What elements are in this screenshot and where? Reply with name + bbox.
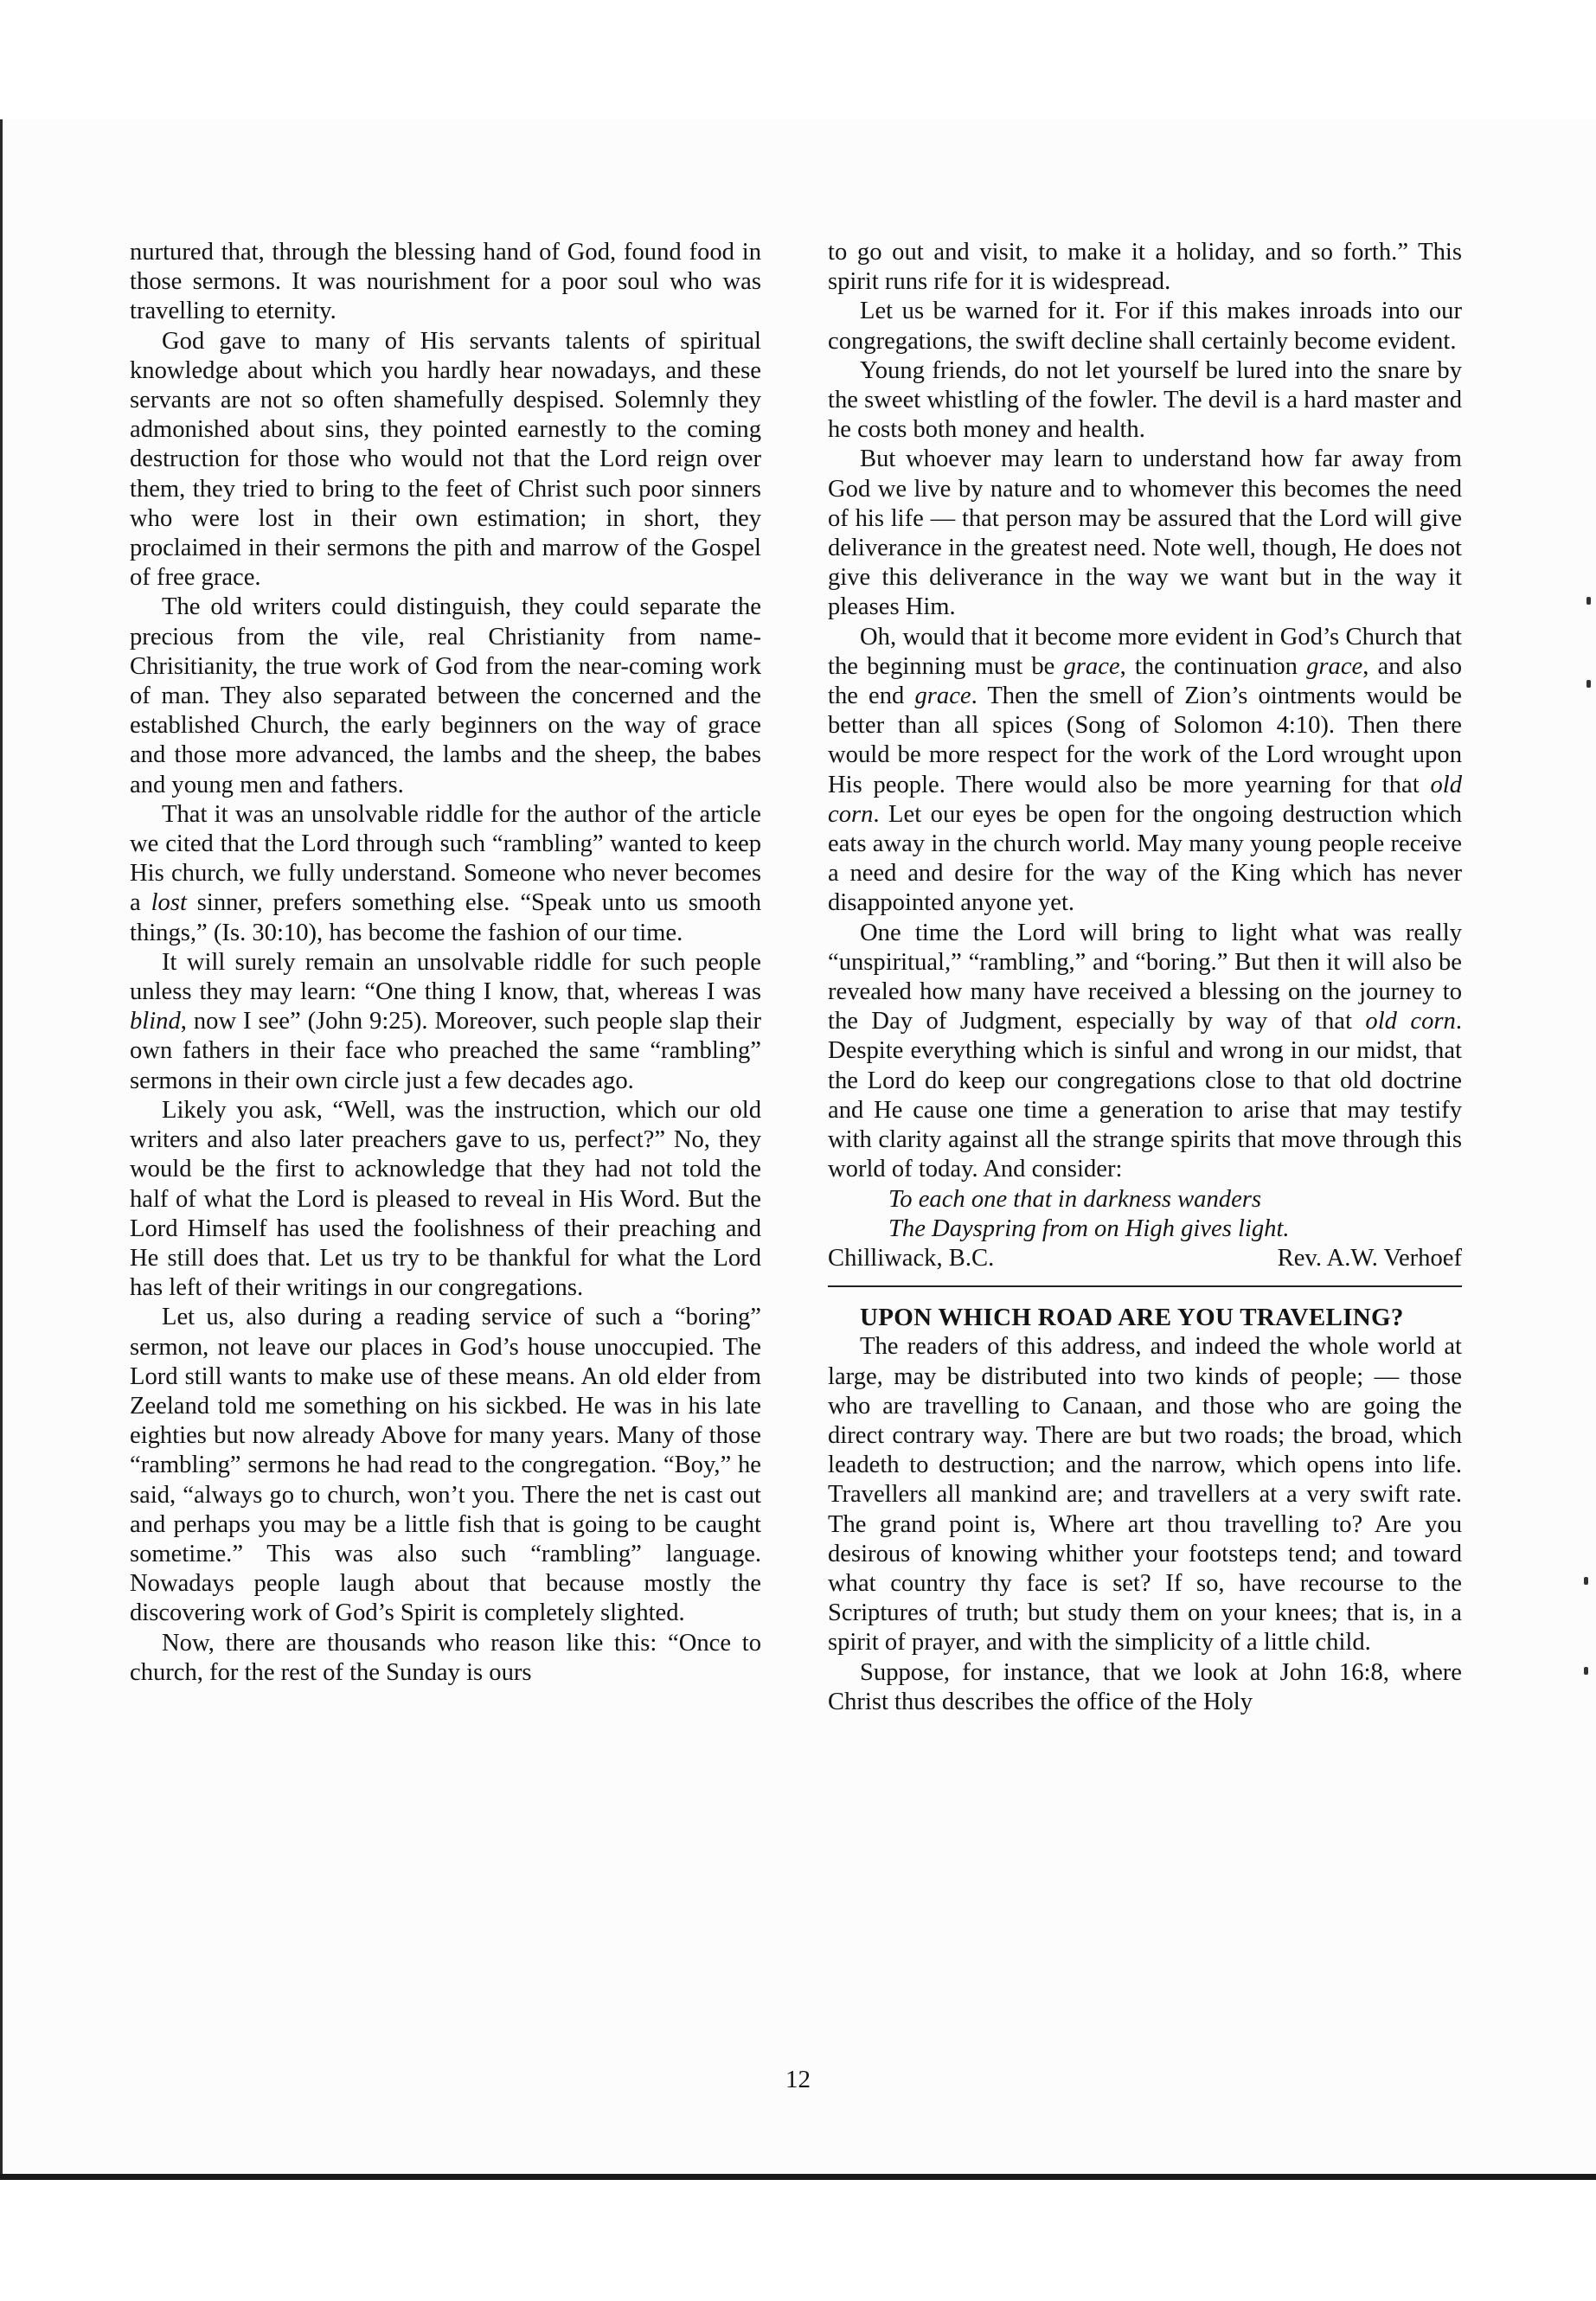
paragraph [130,1629,761,1688]
paragraph [130,593,761,799]
paragraph [828,1332,1462,1657]
text-run: , and also the end [828,652,1462,710]
left-column-text [130,238,761,1688]
top-margin [0,0,1596,119]
text-run: Let us, also during a reading service of such a “boring” sermon, not leave our places in God’s house unoccupied. The Lord still wants to make use of these means. An old elder from Zeeland told me something on his sickbed. He was in his late eighties but now already Above for many years. Many of those “rambling” sermons he had read to the congregation. “Boy,” he said, “always go to church, won’t you. There the net is cast out and perhaps you may be a little fish that is going to be caught sometime.” This was also such “rambling” language. Nowadays people laugh about that because mostly the discovering work of God’s Spirit is completely slighted. [130,1304,761,1627]
text-run: . Let our eyes be open for the ongoing destruction which eats away in the church world. May many young people receive a need and desire for the way of the King which has never disappointed anyone yet. [828,800,1462,917]
text-run: One time the Lord will bring to light what was really “unspiritual,” “rambling,” and “boring.” But then it will also be revealed how many have received a blessing on the journey to the Day of Judgment, especially by way of that [828,919,1462,1035]
scan-mark [1586,680,1591,688]
scan-mark [1586,597,1591,605]
text-run: nurtured that, through the blessing hand of God, found food in those sermons. It was nourishment for a poor soul who was travelling to eternity. [130,239,761,325]
paragraph [828,238,1462,297]
paragraph [130,800,761,948]
scan-mark [1584,1667,1588,1675]
italic-text: grace [914,683,971,710]
text-run: Young friends, do not let yourself be lured into the snare by the sweet whistling of the fowler. The devil is a hard master and he costs both money and health. [828,356,1462,444]
text-run: It will surely remain an unsolvable riddle for such people unless they may learn: “One thing I know, that, whereas I was [130,948,761,1006]
paragraph [130,1303,761,1628]
page-number: 12 [785,2066,811,2093]
text-run: , now I see” (John 9:25). Moreover, such people slap their own fathers in their face who preached the same “rambling” sermons in their own circle just a few decades ago. [130,1008,761,1094]
paragraph [130,327,761,593]
right-column [828,238,1462,1717]
signature-author: Rev. A.W. Verhoef [1277,1244,1462,1272]
text-run: But whoever may learn to understand how far away from God we live by nature and to whomever this becomes the need of his life — that person may be assured that the Lord will give deliverance in the greatest need. Note well, though, He does not give this deliverance in the way we want but in the way it pleases Him. [828,445,1462,621]
section-divider [828,1285,1462,1287]
poem-quote [828,1185,1462,1244]
text-run: Oh, would that it become more evident in God’s Church that the beginning must be [828,623,1462,680]
section-text [828,1332,1462,1717]
paragraph [828,356,1462,445]
paragraph [828,297,1462,356]
italic-text: blind [130,1008,181,1035]
text-run: The readers of this address, and indeed the whole world at large, may be distributed into two kinds of people; — those who are travelling to Canaan, and those who are going the direct contrary way. There are but two roads; the broad, which leadeth to destruction; and the narrow, which opens into life. Travellers all mankind are; and travellers at a very swift rate. The grand point is, Where art thou travelling to? Are you desirous of knowing whither your footsteps tend; and toward what country thy face is set? If so, have recourse to the Scriptures of truth; but study them on your knees; that is, in a spirit of prayer, and with the simplicity of a little child. [828,1333,1462,1657]
signature-line [828,1244,1462,1273]
text-run: Let us be warned for it. For if this makes inroads into our congregations, the swift decline shall certainly become evident. [828,298,1462,355]
right-column-text [828,238,1462,1185]
text-run: , the continuation [1119,652,1307,680]
italic-text: old corn [1365,1008,1456,1035]
italic-text: grace [1306,652,1363,680]
text-run: sinner, prefers something else. “Speak unto us smooth things,” (Is. 30:10), has become the fashion of our time. [130,889,761,946]
paragraph [828,919,1462,1185]
left-column [130,238,761,1688]
poem-line: The Dayspring from on High gives light. [888,1215,1290,1242]
text-run: Now, there are thousands who reason like this: “Once to church, for the rest of the Sunday is ours [130,1629,761,1686]
paragraph [130,1096,761,1303]
bottom-edge-rule [0,2174,1596,2180]
text-run: . Despite everything which is sinful and wrong in our midst, that the Lord do keep our congregations close to that old doctrine and He cause one time a generation to arise that may testify with clarity against all the strange spirits that move through this world of today. And consider: [828,1008,1462,1183]
scan-mark [1584,1577,1588,1585]
text-run: The old writers could distinguish, they could separate the precious from the vile, real Christianity from name-Chrisitianity, the true work of God from the near-coming work of man. They also separated between the concerned and the established Church, the early beginners on the way of grace and those more advanced, the lambs and the sheep, the babes and young men and fathers. [130,593,761,798]
italic-text: grace [1063,652,1120,680]
section-heading: UPON WHICH ROAD ARE YOU TRAVELING? [860,1304,1404,1332]
paragraph [130,948,761,1096]
paragraph [828,445,1462,622]
signature-place: Chilliwack, B.C. [828,1244,995,1272]
paragraph [828,1658,1462,1717]
text-run: . Then the smell of Zion’s ointments would be better than all spices (Song of Solomon 4:10). Then there would be more respect for the work of the Lord wrought upon His people. There would also be more yearning for that [828,683,1462,798]
poem-line: To each one that in darkness wanders [888,1185,1262,1213]
paragraph [828,623,1462,919]
text-run: to go out and visit, to make it a holiday, and so forth.” This spirit runs rife for it is widespread. [828,239,1462,296]
text-run: That it was an unsolvable riddle for the author of the article we cited that the Lord through such “rambling” wanted to keep His church, we fully understand. Someone who never becomes a [130,800,761,917]
text-run: Likely you ask, “Well, was the instruction, which our old writers and also later preachers gave to us, perfect?” No, they would be the first to acknowledge that they had not told the half of what the Lord is pleased to reveal in His Word. But the Lord Himself has used the foolishness of their preaching and He still does that. Let us try to be thankful for what the Lord has left of their writings in our congregations. [130,1096,761,1302]
italic-text: lost [151,889,187,917]
paragraph [130,238,761,327]
text-run: God gave to many of His servants talents of spiritual knowledge about which you hardly hear nowadays, and these servants are not so often shamefully despised. Solemnly they admonished about sins, they pointed earnestly to the coming destruction for those who would not that the Lord reign over them, they tried to bring to the feet of Christ such poor sinners who were lost in their own estimation; in short, they proclaimed in their sermons the pith and marrow of the Gospel of free grace. [130,327,761,592]
italic-text: old corn [828,771,1462,828]
text-run: Suppose, for instance, that we look at John 16:8, where Christ thus describes the office of the Holy [828,1658,1462,1715]
